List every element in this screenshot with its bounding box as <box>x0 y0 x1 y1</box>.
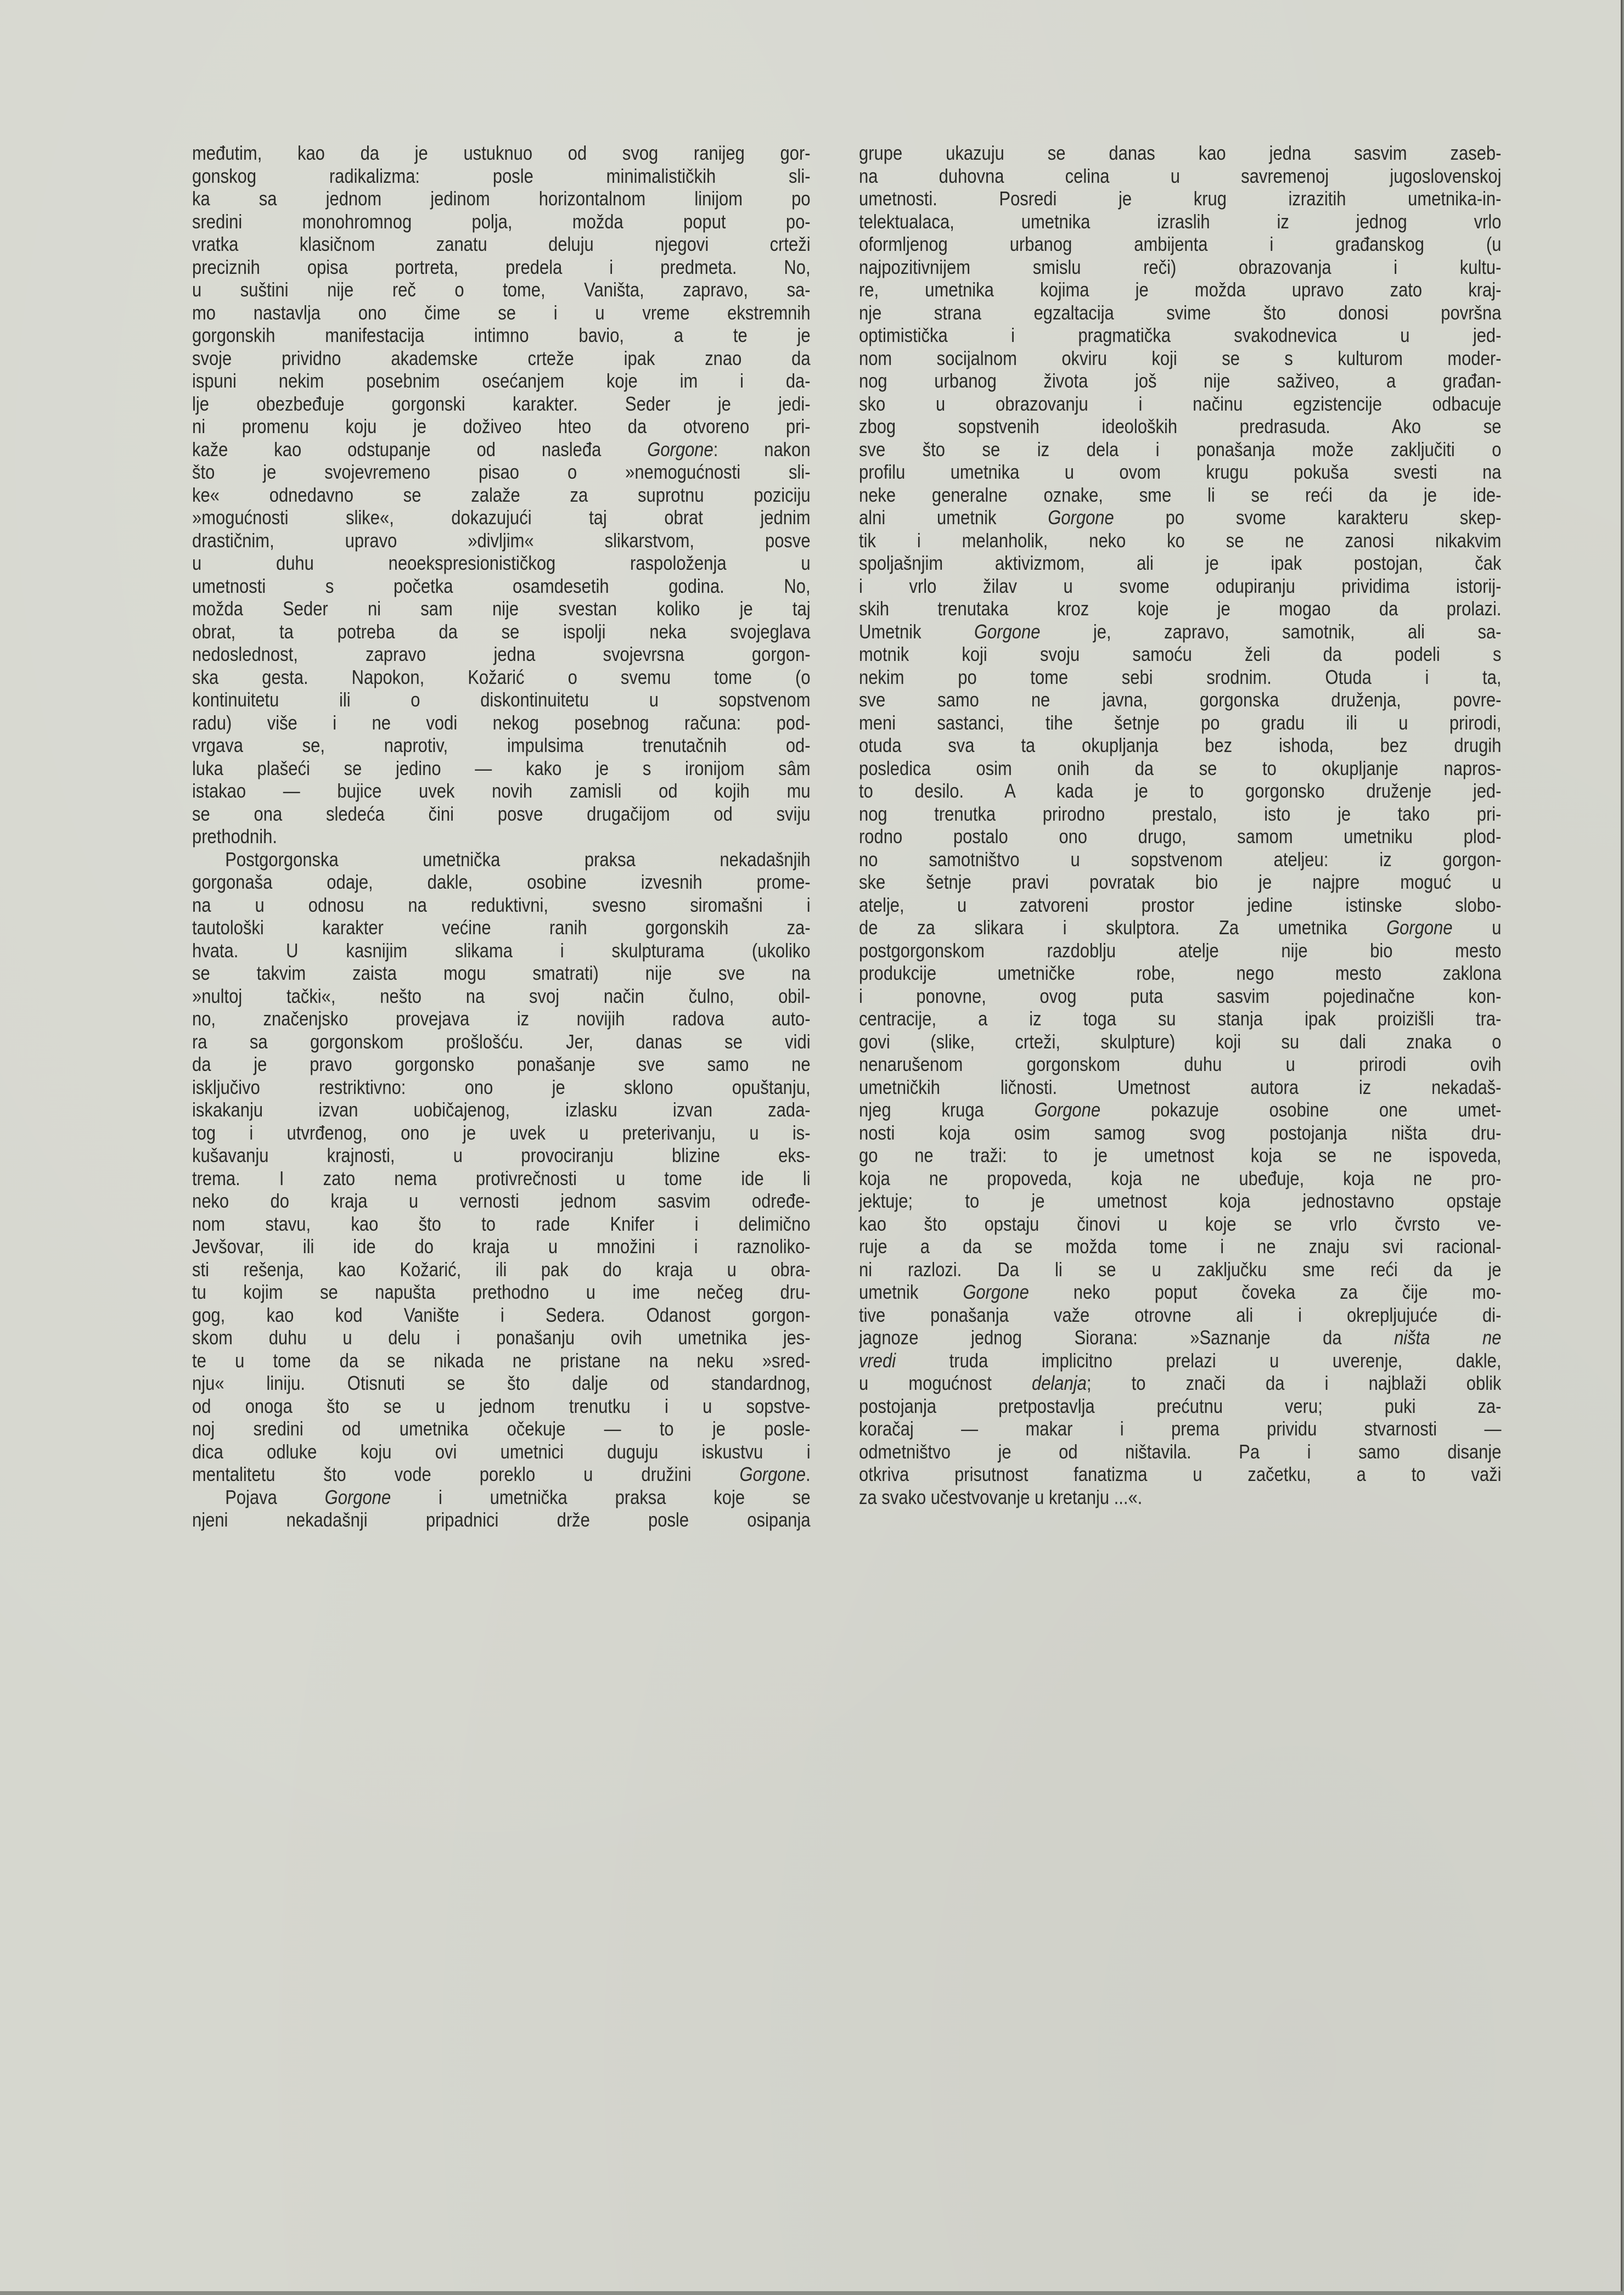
text-segment: : nakon <box>713 437 811 461</box>
text-segment: ; to znači da i najblaži oblik <box>1086 1372 1502 1394</box>
text-segment: nosti koja osim samog svog postojanja ništa dru- <box>859 1121 1502 1144</box>
text-line <box>859 871 1501 894</box>
text-line <box>859 711 1501 734</box>
text-line <box>192 392 810 416</box>
text-line <box>192 324 810 347</box>
text-segment: po svome karakteru skep- <box>1114 506 1502 529</box>
text-column-left <box>192 142 810 1531</box>
text-segment: dica odluke koju ovi umetnici duguju iskustvu i <box>192 1440 811 1463</box>
text-segment: najpozitivnijem smislu reči) obrazovanja i kultu- <box>859 255 1502 278</box>
text-line <box>859 666 1501 689</box>
text-line <box>192 506 810 529</box>
text-segment: otkriva prisutnost fanatizma u začetku, a to važi <box>859 1463 1502 1485</box>
text-line <box>859 1463 1501 1486</box>
text-segment: njeni nekadašnji pripadnici drže posle osipanja <box>192 1508 811 1531</box>
text-segment: ska gesta. Napokon, Kožarić o svemu tome (o <box>192 665 811 688</box>
text-line <box>192 825 810 848</box>
italic-text: Gorgone <box>647 437 713 461</box>
text-line <box>192 1121 810 1144</box>
text-line <box>192 1440 810 1463</box>
text-segment: obrat, ta potreba da se ispolji neka svojeglava <box>192 620 811 643</box>
text-line <box>859 620 1501 643</box>
text-segment: no, značenjsko provejava iz novijih radova auto- <box>192 1007 811 1030</box>
text-line <box>859 1213 1501 1236</box>
text-line <box>192 575 810 598</box>
text-line <box>192 1053 810 1076</box>
text-segment: go ne traži: to je umetnost koja se ne ispoveda, <box>859 1144 1502 1166</box>
text-line <box>859 278 1501 301</box>
text-segment: ke« odnedavno se zalaže za suprotnu poziciju <box>192 483 811 506</box>
text-line <box>859 233 1501 256</box>
text-segment: posledica osim onih da se to okupljanje napros- <box>859 756 1502 779</box>
text-segment: kontinuitetu ili o diskontinuitetu u sopstvenom <box>192 688 811 711</box>
text-line <box>859 688 1501 711</box>
text-line <box>192 187 810 210</box>
text-line <box>859 369 1501 392</box>
text-segment: ruje a da se možda tome i ne znaju svi racional- <box>859 1235 1502 1258</box>
text-line <box>192 1076 810 1099</box>
text-line <box>192 415 810 438</box>
text-segment: odmetništvo je od ništavila. Pa i samo disanje <box>859 1440 1502 1463</box>
text-line <box>192 233 810 256</box>
text-segment: alni umetnik <box>859 506 1048 529</box>
text-line <box>859 1098 1501 1121</box>
text-line <box>192 803 810 826</box>
text-segment: sti rešenja, kao Kožarić, ili pak do kraja u obra- <box>192 1258 811 1281</box>
text-segment: meni sastanci, tihe šetnje po gradu ili u prirodi, <box>859 711 1502 734</box>
text-line <box>859 1395 1501 1418</box>
text-segment: optimistička i pragmatička svakodnevica u jed- <box>859 324 1502 346</box>
text-line <box>859 1053 1501 1076</box>
text-segment: truda implicitno prelazi u uverenje, dakle, <box>896 1349 1502 1372</box>
text-segment: vratka klasičnom zanatu deluju njegovi crteži <box>192 233 811 255</box>
text-segment: skih trenutaka kroz koje je mogao da prolazi. <box>859 597 1502 620</box>
text-line <box>192 1417 810 1440</box>
text-segment: »mogućnosti slike«, dokazujući taj obrat jednim <box>192 506 811 529</box>
text-segment: tive ponašanja važe otrovne ali i okrepljujuće di- <box>859 1303 1502 1326</box>
text-segment: Jevšovar, ili ide do kraja u množini i raznoliko- <box>192 1235 811 1258</box>
text-line <box>859 461 1501 484</box>
text-line <box>192 529 810 552</box>
text-line <box>192 779 810 803</box>
text-segment: noj sredini od umetnika očekuje — to je posle- <box>192 1417 811 1440</box>
text-line <box>859 1372 1501 1395</box>
text-line <box>192 165 810 188</box>
text-line <box>192 985 810 1008</box>
text-segment: gorgonskih manifestacija intimno bavio, a te je <box>192 324 811 346</box>
italic-text: vredi <box>859 1349 896 1372</box>
text-line <box>192 1030 810 1053</box>
text-segment: nom stavu, kao što to rade Knifer i delimično <box>192 1212 811 1235</box>
text-segment: jektuje; to je umetnost koja jednostavno opstaje <box>859 1189 1502 1212</box>
text-segment: nom socijalnom okviru koji se s kulturom moder- <box>859 346 1502 369</box>
text-segment: umetnosti. Posredi je krug izrazitih umetnika-in- <box>859 187 1502 210</box>
text-segment: ispuni nekim posebnim osećanjem koje im i da- <box>192 369 811 392</box>
text-segment: luka plašeći se jedino — kako je s ironijom sâm <box>192 756 811 779</box>
text-line <box>192 1098 810 1121</box>
text-line <box>192 894 810 917</box>
text-line <box>192 1189 810 1213</box>
text-line <box>859 779 1501 803</box>
text-line <box>859 1440 1501 1463</box>
text-segment: u suštini nije reč o tome, Vaništa, zapravo, sa- <box>192 278 811 301</box>
text-line <box>859 1189 1501 1213</box>
text-segment: od onoga što se u jednom trenutku i u sopstve- <box>192 1394 811 1417</box>
text-line <box>192 1007 810 1030</box>
text-column-right <box>859 142 1501 1508</box>
text-line <box>192 1213 810 1236</box>
text-segment: međutim, kao da je ustuknuo od svog ranijeg gor- <box>192 142 811 164</box>
text-segment: centracije, a iz toga su stanja ipak proizišli tra- <box>859 1007 1502 1030</box>
text-line <box>192 1463 810 1486</box>
text-segment: neko do kraja u vernosti jednom sasvim određe- <box>192 1189 811 1212</box>
text-segment: produkcije umetničke robe, nego mesto zaklona <box>859 962 1502 984</box>
text-segment: gonskog radikalizma: posle minimalističkih sli- <box>192 164 811 187</box>
text-segment: možda Seder ni sam nije svestan koliko je taj <box>192 597 811 620</box>
text-segment: grupe ukazuju se danas kao jedna sasvim zaseb- <box>859 142 1502 164</box>
text-line <box>859 1235 1501 1258</box>
text-segment: sko u obrazovanju i načinu egzistencije odbacuje <box>859 392 1502 415</box>
text-line <box>192 1326 810 1349</box>
text-segment: pokazuje osobine one umet- <box>1100 1098 1502 1121</box>
text-line <box>192 552 810 575</box>
text-segment: ni promenu koju je doživeo hteo da otvoreno pri- <box>192 415 811 437</box>
text-line <box>192 142 810 165</box>
text-line <box>192 620 810 643</box>
text-line <box>859 1121 1501 1144</box>
text-line <box>859 757 1501 780</box>
text-line <box>192 1258 810 1281</box>
text-line <box>859 985 1501 1008</box>
text-line <box>192 1281 810 1304</box>
text-segment: u duhu neoekspresionističkog raspoloženja u <box>192 552 811 574</box>
text-line <box>859 734 1501 757</box>
italic-text: Gorgone <box>963 1281 1029 1303</box>
text-segment: gog, kao kod Vanište i Sedera. Odanost gorgon- <box>192 1303 811 1326</box>
text-line <box>192 597 810 620</box>
text-segment: Postgorgonska umetnička praksa nekadašnjih <box>225 848 811 871</box>
text-line <box>859 438 1501 461</box>
text-line <box>192 1372 810 1395</box>
text-line <box>859 825 1501 848</box>
text-line <box>859 916 1501 939</box>
text-segment: na duhovna celina u savremenoj jugoslovenskoj <box>859 164 1502 187</box>
text-segment: umetnik <box>859 1281 963 1303</box>
text-line <box>859 1167 1501 1190</box>
text-line <box>192 734 810 757</box>
text-segment: rodno postalo ono drugo, samom umetniku plod- <box>859 825 1502 848</box>
text-segment: i umetnička praksa koje se <box>391 1485 811 1508</box>
text-line <box>192 256 810 279</box>
text-line <box>192 688 810 711</box>
text-line <box>859 1486 1501 1509</box>
text-line <box>859 848 1501 871</box>
text-line <box>192 962 810 985</box>
text-segment: gorgonaša odaje, dakle, osobine izvesnih prome- <box>192 871 811 893</box>
text-line <box>859 210 1501 233</box>
text-segment: lje obezbeđuje gorgonski karakter. Seder je jedi- <box>192 392 811 415</box>
text-segment: iskakanju izvan uobičajenog, izlasku izvan zada- <box>192 1098 811 1121</box>
text-line <box>192 210 810 233</box>
text-line <box>192 1235 810 1258</box>
text-segment: nog trenutka prirodno prestalo, isto je tako pri- <box>859 802 1502 825</box>
text-segment: tog i utvrđenog, ono je uvek u preterivanju, u is- <box>192 1121 811 1144</box>
text-line <box>192 848 810 871</box>
text-segment: što je svojevremeno pisao o »nemogućnosti sli- <box>192 461 811 483</box>
text-segment: prethodnih. <box>192 825 277 848</box>
text-segment: na u odnosu na reduktivni, svesno siromašni i <box>192 893 811 916</box>
text-line <box>192 1304 810 1327</box>
text-segment: nju« liniju. Otisnuti se što dalje od standardnog, <box>192 1372 811 1394</box>
text-segment: Pojava <box>225 1485 325 1508</box>
text-segment: atelje, u zatvoreni prostor jedine istinske slobo- <box>859 893 1502 916</box>
italic-text: Gorgone <box>1034 1098 1101 1121</box>
text-line <box>192 1508 810 1531</box>
text-segment: umetnosti s početka osamdesetih godina. No, <box>192 574 811 597</box>
text-segment: isključivo restriktivno: ono je sklono opuštanju, <box>192 1075 811 1098</box>
text-line <box>192 871 810 894</box>
text-segment: govi (slike, crteži, skulpture) koji su dali znaka o <box>859 1030 1502 1053</box>
text-line <box>859 415 1501 438</box>
italic-text: delanja <box>1031 1372 1087 1394</box>
text-line <box>859 1326 1501 1349</box>
text-segment: trema. I zato nema protivrečnosti u tome ide li <box>192 1166 811 1189</box>
text-segment: da je pravo gorgonsko ponašanje sve samo ne <box>192 1053 811 1075</box>
text-line <box>859 529 1501 552</box>
text-segment: sredini monohromnog polja, možda poput po- <box>192 210 811 233</box>
text-line <box>859 643 1501 666</box>
text-segment: nog urbanog života još nije saživeo, a građan- <box>859 369 1502 392</box>
text-line <box>859 894 1501 917</box>
italic-text: Gorgone <box>1048 506 1114 529</box>
text-line <box>192 461 810 484</box>
text-segment: hvata. U kasnijim slikama i skulpturama (ukoliko <box>192 939 811 962</box>
text-segment: re, umetnika kojima je možda upravo zato kraj- <box>859 278 1502 301</box>
text-line <box>859 575 1501 598</box>
text-line <box>192 711 810 734</box>
text-segment: koračaj — makar i prema prividu stvarnosti — <box>859 1417 1502 1440</box>
text-line <box>859 1258 1501 1281</box>
text-line <box>859 506 1501 529</box>
text-segment: istakao — bujice uvek novih zamisli od kojih mu <box>192 779 811 802</box>
text-line <box>192 1395 810 1418</box>
text-segment: preciznih opisa portreta, predela i predmeta. No, <box>192 255 811 278</box>
text-line <box>859 939 1501 962</box>
text-segment: spoljašnjim aktivizmom, ali je ipak postojan, čak <box>859 552 1502 574</box>
text-line <box>859 1417 1501 1440</box>
text-segment: tautološki karakter većine ranih gorgonskih za- <box>192 916 811 939</box>
text-line <box>192 484 810 507</box>
text-segment: i vrlo žilav u svome odupiranju prividima istorij- <box>859 574 1502 597</box>
text-line <box>859 803 1501 826</box>
text-segment: te u tome da se nikada ne pristane na neku »sred- <box>192 1349 811 1372</box>
text-line <box>859 392 1501 416</box>
text-line <box>859 187 1501 210</box>
text-line <box>859 552 1501 575</box>
text-line <box>192 916 810 939</box>
text-segment: koja ne propoveda, koja ne ubeđuje, koja ne pro- <box>859 1166 1502 1189</box>
text-segment: nenarušenom gorgonskom duhu u prirodi ovih <box>859 1053 1502 1075</box>
text-segment: »nultoj tački«, nešto na svoj način čulno, obil- <box>192 984 811 1007</box>
italic-text: ništa ne <box>1394 1326 1502 1349</box>
text-segment: u mogućnost <box>859 1372 1032 1394</box>
text-line <box>192 1144 810 1167</box>
text-line <box>859 597 1501 620</box>
text-segment: za svako učestvovanje u kretanju ...«. <box>859 1485 1143 1508</box>
text-line <box>192 1349 810 1372</box>
text-line <box>859 256 1501 279</box>
text-line <box>859 962 1501 985</box>
text-line <box>192 666 810 689</box>
text-segment: neke generalne oznake, sme li se reći da je ide- <box>859 483 1502 506</box>
text-line <box>859 1007 1501 1030</box>
text-segment: umetničkih ličnosti. Umetnost autora iz nekadaš- <box>859 1075 1502 1098</box>
text-segment: skom duhu u delu i ponašanju ovih umetnika jes- <box>192 1326 811 1349</box>
text-segment: telektualaca, umetnika izraslih iz jednog vrlo <box>859 210 1502 233</box>
text-segment: se ona sledeća čini posve drugačijom od sviju <box>192 802 811 825</box>
text-segment: radu) više i ne vodi nekog posebnog računa: pod- <box>192 711 811 734</box>
text-line <box>192 939 810 962</box>
text-line <box>192 757 810 780</box>
text-segment: kušavanju krajnosti, u provociranju blizine eks- <box>192 1144 811 1166</box>
text-segment: oformljenog urbanog ambijenta i građanskog (u <box>859 233 1502 255</box>
text-segment: se takvim zaista mogu smatrati) nije sve na <box>192 962 811 984</box>
text-segment: mo nastavlja ono čime se i u vreme ekstremnih <box>192 301 811 324</box>
text-segment: njeg kruga <box>859 1098 1035 1121</box>
italic-text: Gorgone <box>324 1485 391 1508</box>
text-line <box>192 1486 810 1509</box>
text-line <box>859 1304 1501 1327</box>
text-segment: otuda sva ta okupljanja bez ishoda, bez drugih <box>859 734 1502 756</box>
text-segment: . <box>805 1463 811 1485</box>
text-line <box>192 643 810 666</box>
text-segment: mentalitetu što vode poreklo u družini <box>192 1463 740 1485</box>
text-segment: ka sa jednom jedinom horizontalnom linijom po <box>192 187 811 210</box>
text-line <box>859 301 1501 324</box>
text-line <box>192 347 810 370</box>
text-line <box>859 324 1501 347</box>
text-segment: ske šetnje pravi povratak bio je najpre moguć u <box>859 871 1502 893</box>
text-segment: tu kojim se napušta prethodno u ime nečeg dru- <box>192 1281 811 1303</box>
text-segment: kao što opstaju činovi u koje se vrlo čvrsto ve- <box>859 1212 1502 1235</box>
text-segment: profilu umetnika u ovom krugu pokuša svesti na <box>859 461 1502 483</box>
text-segment: nje strana egzaltacija svime što donosi površna <box>859 301 1502 324</box>
text-segment: sve samo ne javna, gorgonska druženja, povre- <box>859 688 1502 711</box>
text-segment: postgorgonskom razdoblju atelje nije bio mesto <box>859 939 1502 962</box>
text-line <box>859 1030 1501 1053</box>
text-segment: zbog sopstvenih ideoloških predrasuda. Ako se <box>859 415 1502 437</box>
italic-text: Gorgone <box>739 1463 806 1485</box>
text-segment: drastičnim, upravo »divljim« slikarstvom, posve <box>192 529 811 552</box>
text-segment: to desilo. A kada je to gorgonsko druženje jed- <box>859 779 1502 802</box>
text-segment: je, zapravo, samotnik, ali sa- <box>1040 620 1502 643</box>
text-segment: kaže kao odstupanje od nasleđa <box>192 437 648 461</box>
text-line <box>192 1167 810 1190</box>
text-segment: nekim po tome sebi srodnim. Otuda i ta, <box>859 665 1502 688</box>
text-segment: u <box>1452 916 1502 939</box>
text-segment: Umetnik <box>859 620 974 643</box>
text-segment: ra sa gorgonskom prošlošću. Jer, danas se vidi <box>192 1030 811 1053</box>
text-segment: ni razlozi. Da li se u zaključku sme reći da je <box>859 1258 1502 1281</box>
text-line <box>859 1349 1501 1372</box>
text-line <box>192 438 810 461</box>
text-segment: no samotništvo u sopstvenom ateljeu: iz gorgon- <box>859 848 1502 871</box>
text-line <box>859 165 1501 188</box>
text-segment: nedoslednost, zapravo jedna svojevrsna gorgon- <box>192 643 811 665</box>
text-line <box>192 369 810 392</box>
text-line <box>859 1144 1501 1167</box>
text-segment: neko poput čoveka za čije mo- <box>1029 1281 1502 1303</box>
text-segment: tik i melanholik, neko ko se ne zanosi nikakvim <box>859 529 1502 552</box>
text-segment: sve što se iz dela i ponašanja može zaključiti o <box>859 437 1502 461</box>
text-line <box>192 301 810 324</box>
text-segment: jagnoze jednog Siorana: »Saznanje da <box>859 1326 1395 1349</box>
text-line <box>859 484 1501 507</box>
italic-text: Gorgone <box>974 620 1041 643</box>
text-line <box>859 142 1501 165</box>
text-segment: vrgava se, naprotiv, impulsima trenutačnih od- <box>192 734 811 756</box>
text-line <box>859 347 1501 370</box>
text-segment: motnik koji svoju samoću želi da podeli s <box>859 643 1502 665</box>
italic-text: Gorgone <box>1386 916 1453 939</box>
text-segment: postojanja pretpostavlja prećutnu veru; puki za- <box>859 1394 1502 1417</box>
text-line <box>859 1281 1501 1304</box>
text-line <box>859 1076 1501 1099</box>
text-segment: svoje prividno akademske crteže ipak znao da <box>192 346 811 369</box>
text-segment: de za slikara i skulptora. Za umetnika <box>859 916 1387 939</box>
text-line <box>192 278 810 301</box>
text-segment: i ponovne, ovog puta sasvim pojedinačne kon- <box>859 984 1502 1007</box>
